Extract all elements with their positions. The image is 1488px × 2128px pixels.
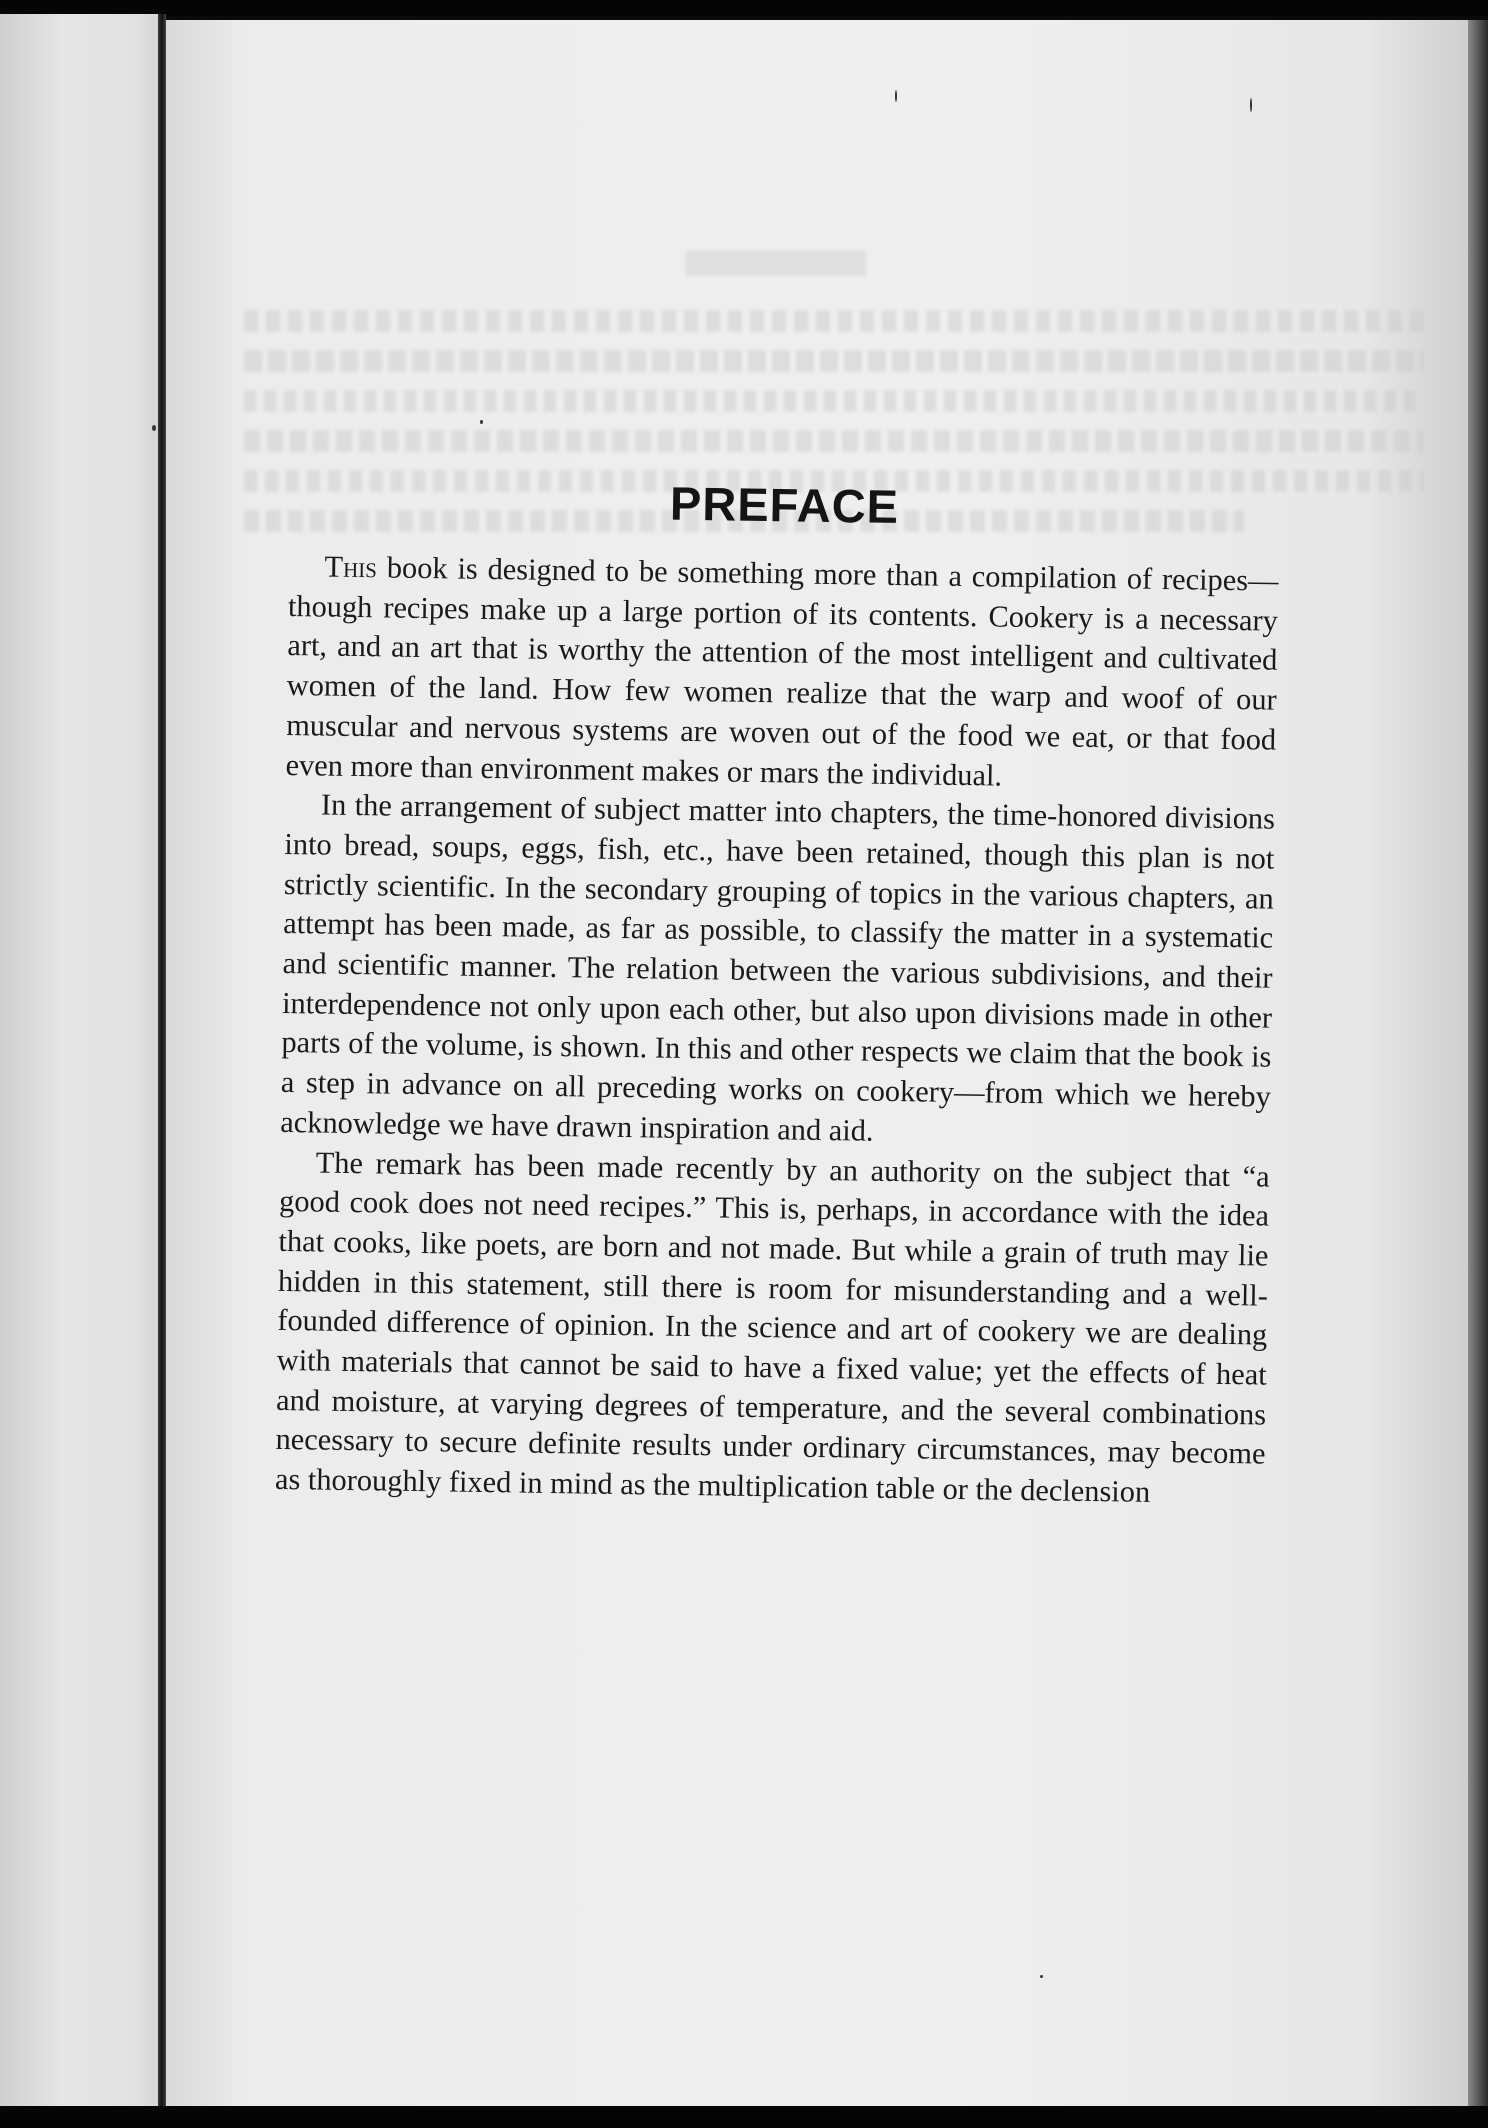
- paragraph-text: The remark has been made recently by an authority on the subject that “a good cook does not need recipes.” This is, perhaps, in accordance with the idea that cooks, like poets, are born and not made. But while a grain of truth may lie hidden in this statement, still there is room for misunderstanding and a well-founded difference of opinion. In the science and art of cookery we are dealing with materials that cannot be said to have a fixed value; yet the effects of heat and moisture, at varying degrees of temperature, and the several combinations necessary to secure definite results under ordinary circumstances, may become as thoroughly fixed in mind as the multiplication table or the declension: [274, 1145, 1270, 1510]
- show-through-line: [244, 430, 1424, 452]
- page-title: PREFACE: [669, 476, 900, 534]
- dust-speck: [1250, 98, 1252, 112]
- paragraph: [280, 785, 1275, 1157]
- dust-speck: [152, 425, 156, 431]
- show-through-line: [244, 310, 1424, 332]
- paragraph-text: book is designed to be something more than a compilation of recipes—though recipes make up a large portion of its contents. Cookery is a necessary art, and an art that is worthy the attention of the most intelligent and cultivated women of the land. How few women realize that the warp and woof of our muscular and nervous systems are woven out of the food we eat, or that food even more than environment makes or mars the individual.: [285, 550, 1279, 793]
- paragraph: [275, 1142, 1270, 1514]
- scan-right-edge: [1468, 20, 1488, 2110]
- paragraph-lead-word: This: [324, 549, 378, 585]
- dust-speck: [480, 420, 483, 424]
- left-blank-page: [0, 14, 160, 2110]
- paragraph-text: In the arrangement of subject matter into chapters, the time-honored divisions into bread, soups, eggs, fish, etc., have been retained, though this plan is not strictly scientific. In the secondary grouping of topics in the various chapters, an attempt has been made, as far as possible, to classify the matter in a systematic and scientific manner. The relation between the various subdivisions, and their interdependence not only upon each other, but also upon divisions made in other parts of the volume, is shown. In this and other respects we claim that the book is a step in advance on all preceding works on cookery—from which we hereby acknowledge we have drawn inspiration and aid.: [280, 787, 1276, 1148]
- book-gutter: [158, 14, 166, 2110]
- show-through-heading: [686, 250, 866, 276]
- dust-speck: [895, 90, 897, 102]
- show-through-line: [244, 390, 1424, 412]
- preface-text-block: [275, 470, 1280, 1514]
- scan-top-edge: [0, 0, 1488, 16]
- dust-speck: [1040, 1975, 1043, 1978]
- show-through-line: [244, 350, 1424, 372]
- paragraph: [285, 547, 1278, 800]
- scan-bottom-edge: [0, 2106, 1488, 2128]
